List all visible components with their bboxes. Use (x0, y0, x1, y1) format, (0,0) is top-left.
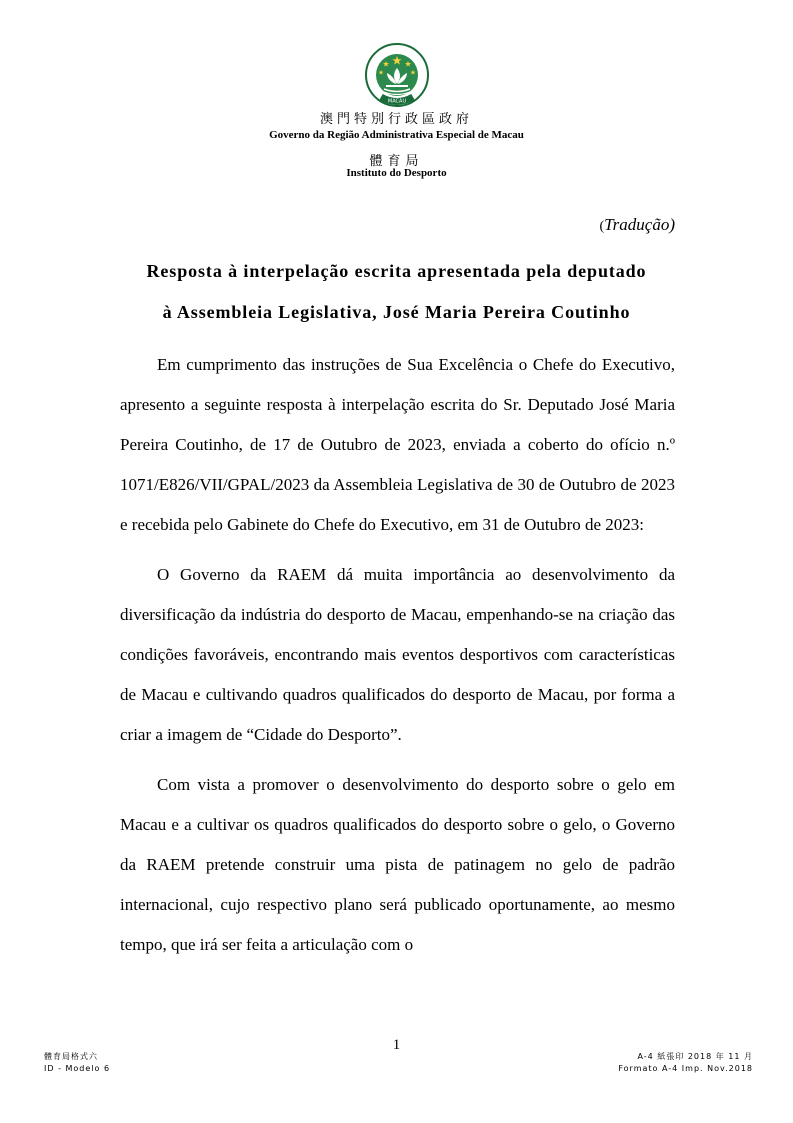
footer-print-format-chinese: A-4 紙張印 2018 年 11 月 (637, 1052, 753, 1061)
chinese-government-name: 澳門特別行政區政府 (319, 112, 473, 127)
translation-label: Tradução) (604, 215, 675, 234)
footer-form-id-text: ID - Modelo 6 (44, 1064, 111, 1073)
footer-print-format-text: Formato A-4 Imp. Nov.2018 (618, 1064, 753, 1073)
chinese-institute-name: 體育局 (369, 154, 424, 169)
translation-open-paren: ( (599, 219, 605, 234)
footer-form-id-chinese: 體育局格式六 (44, 1052, 98, 1061)
government-name: Governo da Região Administrativa Especial de Macau (269, 129, 524, 141)
translation-note (599, 215, 675, 235)
macau-emblem-icon (364, 42, 430, 108)
footer-form-id (44, 1051, 110, 1075)
letterhead (0, 42, 793, 108)
body-paragraph: Em cumprimento das instruções de Sua Excelência o Chefe do Executivo, apresento a seguinte resposta à interpelação escrita do Sr. Deputado José Maria Pereira Coutinho, de 17 de Outubro de 2023, enviada a coberto do ofício n.º 1071/E826/VII/GPAL/2023 da Assembleia Legislativa de 30 de Outubro de 2023 e recebida pelo Gabinete do Chefe do Executivo, em 31 de Outubro de 2023: (120, 355, 675, 534)
body-paragraph: Com vista a promover o desenvolvimento do desporto sobre o gelo em Macau e a cultivar os quadros qualificados do desporto sobre o gelo, o Governo da RAEM pretende construir uma pista de patinagem no gelo de padrão internacional, cujo respectivo plano será publicado oportunamente, ao mesmo tempo, que irá ser feita a articulação com o (120, 775, 675, 954)
institute-name: Instituto do Desporto (346, 167, 447, 179)
document-body (120, 345, 675, 975)
page-number: 1 (392, 1037, 401, 1053)
document-title-line-1: Resposta à interpelação escrita apresentada pela deputado (146, 261, 647, 281)
footer-print-format (618, 1051, 753, 1075)
document-title-line-2: à Assembleia Legislativa, José Maria Pereira Coutinho (162, 302, 631, 322)
body-paragraph: O Governo da RAEM dá muita importância ao desenvolvimento da diversificação da indústria do desporto de Macau, empenhando-se na criação das condições favoráveis, encontrando mais eventos desportivos com características de Macau e cultivando quadros qualificados do desporto de Macau, por forma a criar a imagem de “Cidade do Desporto”. (120, 565, 675, 744)
svg-text:MACAU: MACAU (387, 98, 406, 105)
